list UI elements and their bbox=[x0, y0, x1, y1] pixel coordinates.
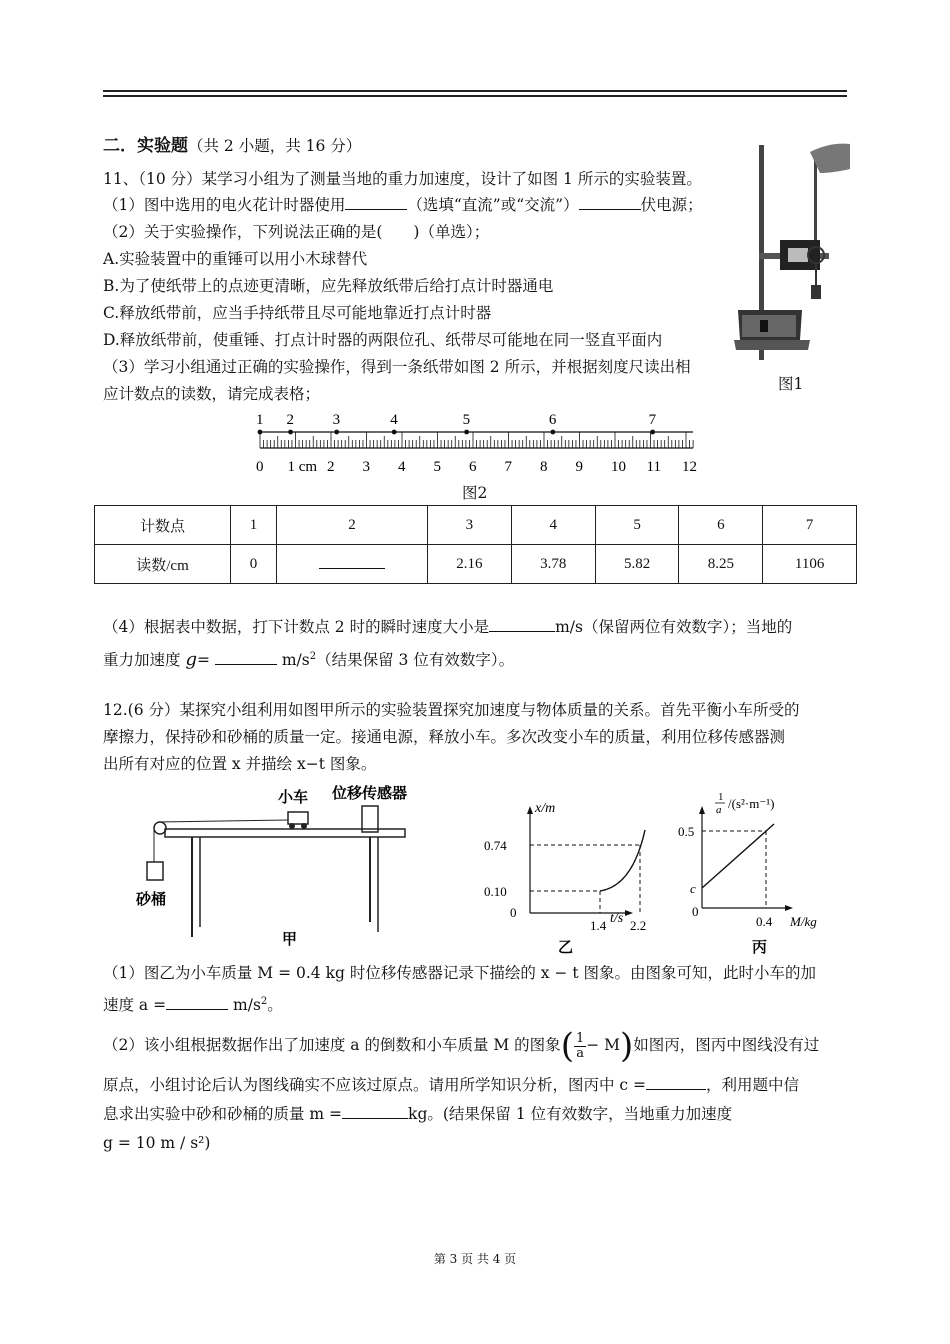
bing-ylabel-rest: /(s²·m⁻¹) bbox=[728, 796, 775, 811]
answer-blank-mass[interactable] bbox=[342, 1104, 408, 1119]
bing-origin: 0 bbox=[692, 904, 699, 919]
ruler-number: 8 bbox=[540, 459, 548, 475]
ruler-number: 4 bbox=[398, 459, 406, 475]
bing-ylabel-num: 1 bbox=[718, 791, 724, 803]
table-cell: 5 bbox=[595, 506, 679, 545]
q11-part4-b: m/s（保留两位有效数字）；当地的 bbox=[555, 618, 793, 636]
section-title: 二．实验题 bbox=[103, 136, 188, 156]
q12-part2-b: 如图丙，图丙中图线没有过 bbox=[633, 1036, 820, 1054]
ruler-point bbox=[258, 430, 263, 435]
yi-y-arrow bbox=[527, 806, 533, 814]
ruler-point-label: 4 bbox=[390, 412, 398, 428]
bing-caption: 丙 bbox=[752, 940, 768, 956]
q12-part2-c: 原点，小组讨论后认为图线确实不应该过原点。请用所学知识分析，图丙中 c = bbox=[103, 1076, 647, 1094]
answer-blank-acceleration[interactable] bbox=[166, 995, 228, 1010]
section-heading bbox=[103, 136, 361, 156]
section-detail: （共 2 小题，共 16 分） bbox=[188, 137, 362, 155]
table-cell-answer[interactable] bbox=[277, 545, 428, 584]
q12-intro-line2: 摩擦力，保持砂和砂桶的质量一定。接通电源，释放小车。多次改变小车的质量，利用位移传感器测 bbox=[103, 728, 786, 746]
label-sensor: 位移传感器 bbox=[332, 786, 408, 802]
q11-option-c: C.释放纸带前，应当手持纸带且尽可能地靠近打点计时器 bbox=[103, 304, 492, 322]
figure2-caption: 图2 bbox=[462, 484, 488, 502]
q12-intro-line3: 出所有对应的位置 x 并描绘 x−t 图象。 bbox=[103, 755, 377, 773]
reading-table bbox=[94, 505, 857, 584]
ruler-number: 6 bbox=[469, 459, 477, 475]
q12-part2-line4: g = 10 m / s²) bbox=[103, 1134, 211, 1152]
unit-ms2: m/s bbox=[233, 996, 261, 1015]
q12-part2-line1: （2）该小组根据数据作出了加速度 a 的倒数和小车质量 M 的图象( $\frac{1}{a}$ − M)如图丙，图丙中图线没有过 bbox=[103, 1026, 820, 1066]
q11-part1-b: （选填“直流”或“交流”） bbox=[407, 196, 579, 214]
frac-rest: − M bbox=[586, 1036, 621, 1054]
answer-blank-c[interactable] bbox=[646, 1075, 706, 1090]
bing-ytick: 0.5 bbox=[678, 824, 695, 839]
table-cell: 3.78 bbox=[511, 545, 595, 584]
figure1-apparatus bbox=[730, 140, 850, 370]
ruler-point bbox=[464, 430, 469, 435]
table-cell: 7 bbox=[763, 506, 857, 545]
table-cell: 0 bbox=[231, 545, 277, 584]
figure-yi-graph bbox=[470, 790, 647, 956]
q11-part2: （2）关于实验操作，下列说法正确的是( )（单选）； bbox=[103, 223, 490, 241]
ruler-point-label: 3 bbox=[332, 412, 341, 428]
yi-ylabel: x/m bbox=[535, 801, 556, 816]
page-footer: 第 3 页 共 4 页 bbox=[433, 1252, 517, 1266]
figure-bing-graph bbox=[670, 788, 850, 956]
table-cell: 读数/cm bbox=[95, 545, 231, 584]
table-cell: 6 bbox=[679, 506, 763, 545]
ruler-point-label: 7 bbox=[648, 412, 657, 428]
g-symbol: g bbox=[185, 649, 197, 671]
answer-blank-gravity[interactable] bbox=[215, 650, 277, 665]
q11-part1-c: 伏电源； bbox=[640, 196, 703, 214]
q11-part1 bbox=[103, 195, 703, 215]
q12-part1-line1: （1）图乙为小车质量 M = 0.4 kg 时位移传感器记录下描绘的 x − t 图象。由图象可知，此时小车的加 bbox=[103, 964, 816, 982]
table-cell: 5.82 bbox=[595, 545, 679, 584]
table-row-readings bbox=[95, 545, 857, 584]
ruler-point-label: 2 bbox=[286, 412, 295, 428]
q11-part3-line2: 应计数点的读数，请完成表格； bbox=[103, 385, 321, 403]
yi-xtick: 2.2 bbox=[630, 918, 647, 933]
q12-part1-a: 速度 a = bbox=[103, 996, 167, 1015]
ruler-number: 0 bbox=[256, 459, 264, 475]
table-cell: 3 bbox=[428, 506, 512, 545]
ruler-point bbox=[550, 430, 555, 435]
bing-x-arrow bbox=[785, 905, 793, 911]
bing-line bbox=[702, 824, 774, 888]
caption-jia: 甲 bbox=[282, 932, 298, 948]
answer-blank-point2[interactable] bbox=[319, 554, 385, 569]
unit-ms: m/s bbox=[281, 651, 310, 670]
unit-sup: 2 bbox=[309, 651, 317, 662]
bing-ytick: c bbox=[690, 881, 696, 896]
bing-graph-group bbox=[678, 791, 817, 956]
ruler-point bbox=[650, 430, 655, 435]
q11-option-b: B.为了使纸带上的点迹更清晰，应先释放纸带后给打点计时器通电 bbox=[103, 277, 554, 295]
ruler-point-label: 6 bbox=[548, 412, 557, 428]
bing-xlabel: M/kg bbox=[790, 914, 817, 929]
frac-den: a bbox=[576, 1045, 584, 1061]
q11-part3-line1: （3）学习小组通过正确的实验操作，得到一条纸带如图 2 所示，并根据刻度尺读出相 bbox=[103, 358, 691, 376]
q12-intro-line1: 12.(6 分）某探究小组利用如图甲所示的实验装置探究加速度与物体质量的关系。首先平衡小车所受的 bbox=[103, 701, 800, 719]
q12-part2-d: ，利用题中信 bbox=[706, 1076, 800, 1094]
figure2-ruler bbox=[240, 405, 710, 480]
yi-ytick: 0.74 bbox=[484, 838, 507, 853]
answer-blank-current-type[interactable] bbox=[345, 195, 407, 210]
ruler-point-label: 5 bbox=[462, 412, 471, 428]
ruler-number: 10 bbox=[611, 459, 626, 475]
ruler-number: 9 bbox=[575, 459, 583, 475]
yi-graph-group bbox=[484, 801, 646, 956]
q11-intro: 11、（10 分）某学习小组为了测量当地的重力加速度，设计了如图 1 所示的实验装置。 bbox=[103, 170, 702, 188]
frac-num: 1 bbox=[575, 1030, 585, 1046]
yi-curve bbox=[600, 830, 645, 891]
yi-origin: 0 bbox=[510, 905, 517, 920]
q11-part4-d: （结果保留 3 位有效数字）。 bbox=[316, 651, 515, 670]
ruler-number: 5 bbox=[433, 459, 441, 475]
table-cell: 8.25 bbox=[679, 545, 763, 584]
header-rule-top bbox=[103, 90, 847, 92]
q11-part4-line1 bbox=[103, 617, 792, 637]
yi-ytick: 0.10 bbox=[484, 884, 507, 899]
yi-xtick: 1.4 bbox=[590, 918, 607, 933]
answer-blank-voltage[interactable] bbox=[579, 195, 641, 210]
ruler-point-label: 1 bbox=[256, 412, 264, 428]
label-bucket: 砂桶 bbox=[136, 892, 167, 908]
table-cell: 2.16 bbox=[428, 545, 512, 584]
ruler-number: 7 bbox=[504, 459, 512, 475]
answer-blank-velocity[interactable] bbox=[489, 617, 555, 632]
table-cell: 4 bbox=[511, 506, 595, 545]
unit-ms2-sup: 2 bbox=[260, 996, 268, 1007]
ruler-group bbox=[256, 412, 697, 475]
table-cell: 1106 bbox=[763, 545, 857, 584]
figure1-caption: 图1 bbox=[778, 375, 804, 393]
ruler-number: 11 bbox=[646, 459, 661, 475]
table-cell: 2 bbox=[277, 506, 428, 545]
q12-part1-end: 。 bbox=[267, 996, 283, 1015]
yi-x-arrow bbox=[625, 910, 633, 916]
q12-part2-line2 bbox=[103, 1075, 799, 1095]
bing-xtick: 0.4 bbox=[756, 914, 773, 929]
figure-jia-apparatus bbox=[130, 782, 420, 952]
ruler-number: 2 bbox=[327, 459, 335, 475]
q11-part4-c: 重力加速度 bbox=[103, 651, 181, 670]
q12-part2-a: （2）该小组根据数据作出了加速度 a 的倒数和小车质量 M 的图象 bbox=[103, 1036, 561, 1054]
table-cell: 计数点 bbox=[95, 506, 231, 545]
ruler-point bbox=[334, 430, 339, 435]
yi-caption: 乙 bbox=[558, 940, 574, 956]
table-row-points bbox=[95, 506, 857, 545]
ruler-number: 1 cm bbox=[287, 459, 318, 475]
q11-option-a: A.实验装置中的重锤可以用小木球替代 bbox=[103, 250, 368, 268]
q11-part4-a: （4）根据表中数据，打下计数点 2 时的瞬时速度大小是 bbox=[103, 618, 490, 636]
q12-part2-line3 bbox=[103, 1104, 732, 1124]
ruler-number: 12 bbox=[682, 459, 697, 475]
table-cell: 1 bbox=[231, 506, 277, 545]
q11-part1-a: （1）图中选用的电火花计时器使用 bbox=[103, 196, 346, 214]
fraction-1-over-a bbox=[574, 1032, 586, 1061]
q11-option-d: D.释放纸带前，使重锤、打点计时器的两限位孔、纸带尽可能地在同一竖直平面内 bbox=[103, 331, 663, 349]
bing-ylabel-den: a bbox=[716, 804, 722, 816]
equals-sign: = bbox=[196, 651, 210, 670]
ruler-number: 3 bbox=[362, 459, 370, 475]
bing-y-arrow bbox=[699, 806, 705, 814]
ruler-point bbox=[392, 430, 397, 435]
header-rule-bottom bbox=[103, 95, 847, 97]
ruler-point bbox=[288, 430, 293, 435]
q12-part2-e: 息求出实验中砂和砂桶的质量 m = bbox=[103, 1105, 343, 1123]
q11-part4-line2 bbox=[103, 647, 514, 670]
yi-xlabel: t/s bbox=[610, 911, 624, 926]
q12-part1-line2 bbox=[103, 992, 283, 1015]
q12-part2-f: kg。(结果保留 1 位有效数字，当地重力加速度 bbox=[408, 1105, 733, 1123]
label-cart: 小车 bbox=[278, 790, 309, 806]
